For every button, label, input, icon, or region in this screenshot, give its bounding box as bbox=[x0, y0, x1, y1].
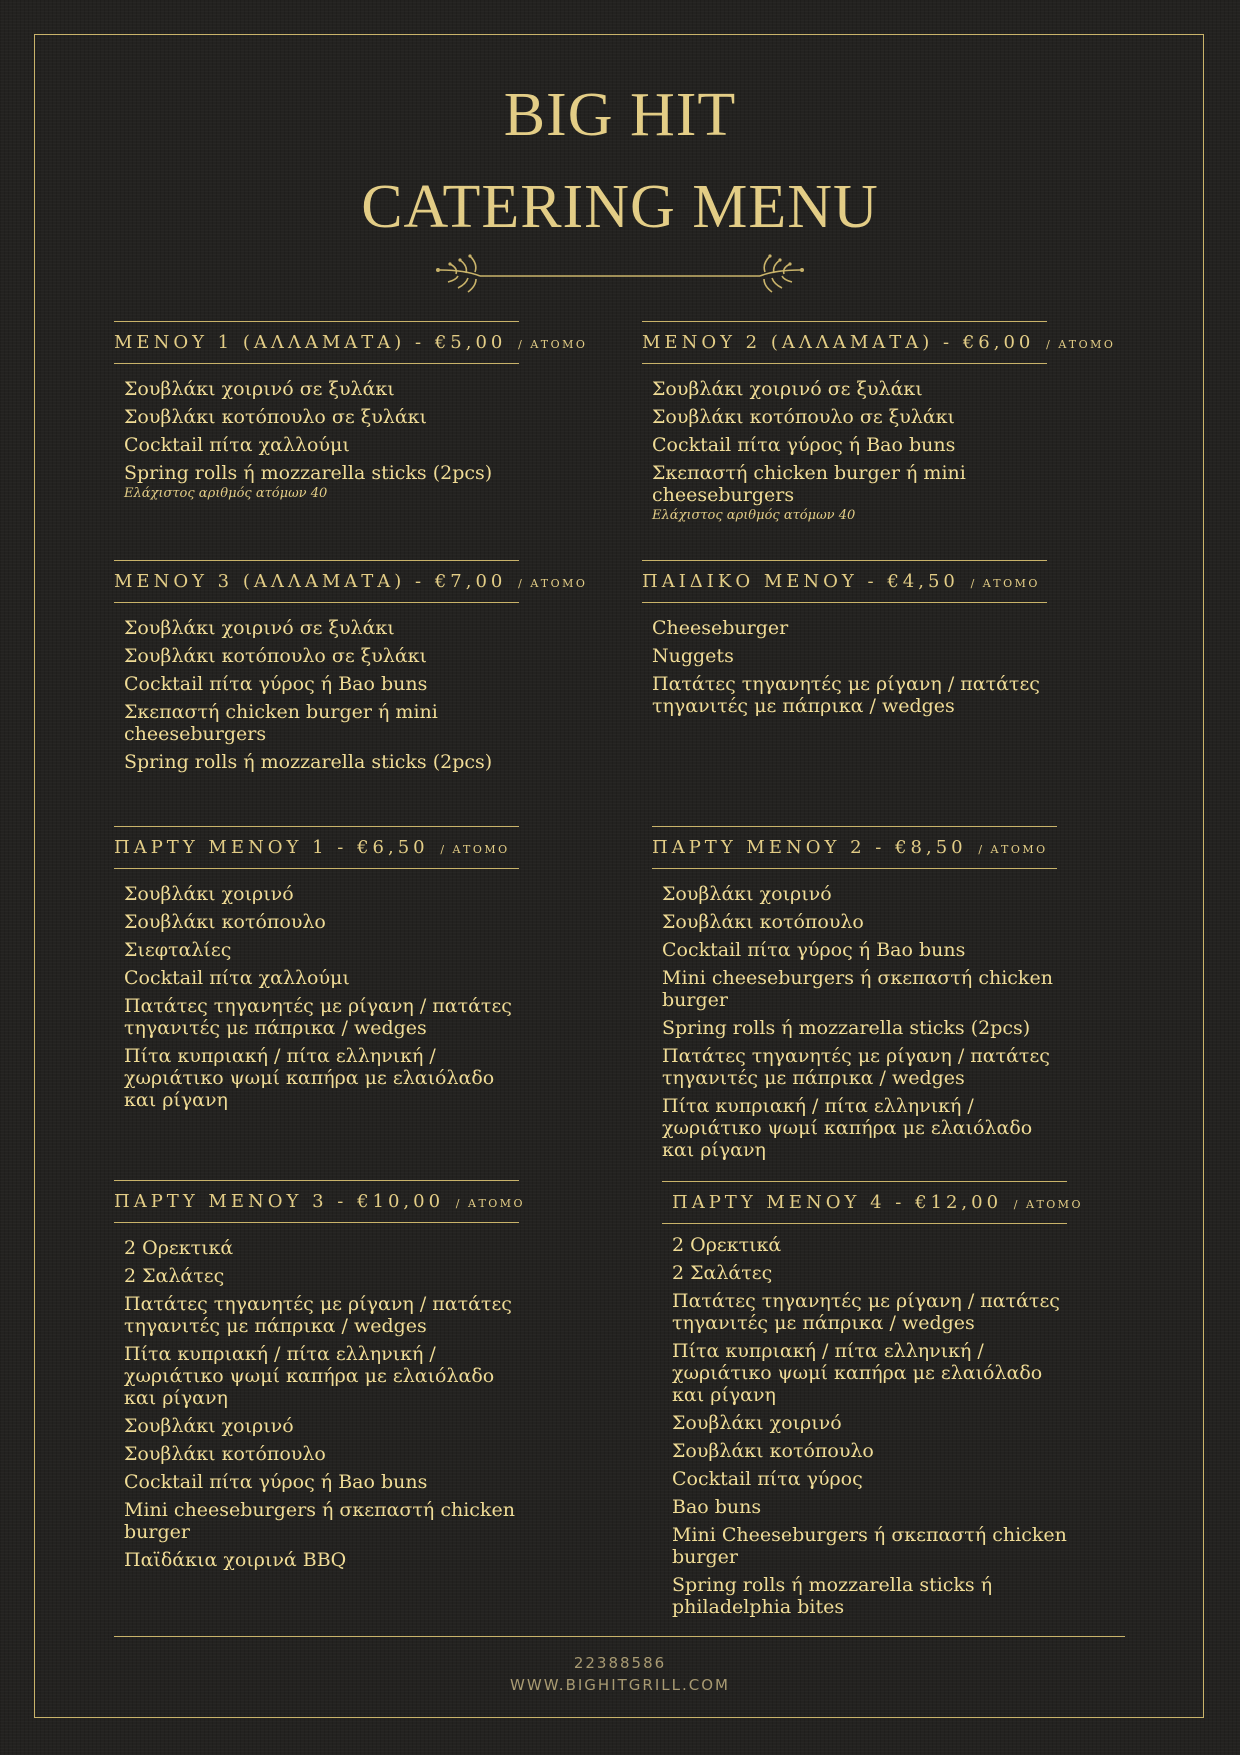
menu-section-party-1 bbox=[114, 826, 519, 1117]
list-item: 2 Σαλάτες bbox=[124, 1265, 225, 1287]
title-line-2: CATERING MENU bbox=[361, 173, 879, 241]
menu-items bbox=[114, 603, 519, 773]
list-item: Σιεφταλίες bbox=[124, 939, 232, 961]
list-item: Σουβλάκι χοιρινό σε ξυλάκι bbox=[124, 617, 395, 639]
menu-title bbox=[114, 827, 519, 868]
list-item: 2 Σαλάτες bbox=[672, 1262, 773, 1284]
minimum-note: Ελάχιστος αριθμός ατόμων 40 bbox=[124, 486, 328, 501]
list-item: Cocktail πίτα γύρος ή Bao buns bbox=[124, 673, 428, 695]
per-person-label: / ΑΤΟΜΟ bbox=[518, 577, 588, 590]
list-item: Mini Cheeseburgers ή σκεπαστή chicken burger bbox=[672, 1524, 1067, 1568]
menu-title-text: ΠΑΡΤΥ ΜΕΝΟΥ 2 - €8,50 bbox=[652, 837, 967, 858]
list-item: Πατάτες τηγανητές με ρίγανη / πατάτες τηγανιτές με πάπρικα / wedges bbox=[652, 673, 1040, 717]
list-item: Cheeseburger bbox=[652, 617, 789, 639]
list-item: Σουβλάκι χοιρινό bbox=[672, 1412, 842, 1434]
menu-items bbox=[114, 364, 519, 484]
menu-items bbox=[662, 1224, 1067, 1618]
menu-title bbox=[114, 322, 588, 363]
menu-title bbox=[642, 561, 1047, 602]
list-item: Spring rolls ή mozzarella sticks ή philadelphia bites bbox=[672, 1574, 993, 1618]
menu-title bbox=[662, 1182, 1084, 1223]
phone-number: 22388586 bbox=[573, 1654, 667, 1672]
list-item: Σουβλάκι κοτόπουλο bbox=[124, 1443, 326, 1465]
footer-divider bbox=[114, 1636, 1125, 1637]
menu-items bbox=[652, 869, 1057, 1161]
list-item: Πατάτες τηγανητές με ρίγανη / πατάτες τηγανιτές με πάπρικα / wedges bbox=[124, 1293, 512, 1337]
list-item: Σουβλάκι χοιρινό σε ξυλάκι bbox=[652, 378, 923, 400]
list-item: Σουβλάκι κοτόπουλο bbox=[662, 911, 864, 933]
menu-title-text: ΠΑΡΤΥ ΜΕΝΟΥ 1 - €6,50 bbox=[114, 837, 429, 858]
laurel-ornament-icon bbox=[420, 248, 820, 304]
list-item: Σουβλάκι χοιρινό bbox=[124, 1415, 294, 1437]
list-item: Πατάτες τηγανητές με ρίγανη / πατάτες τηγανιτές με πάπρικα / wedges bbox=[672, 1290, 1060, 1334]
menu-section-1 bbox=[114, 321, 588, 501]
per-person-label: / ΑΤΟΜΟ bbox=[440, 843, 510, 856]
list-item: Cocktail πίτα γύρος ή Bao buns bbox=[652, 434, 956, 456]
list-item: Cocktail πίτα γύρος ή Bao buns bbox=[124, 1471, 428, 1493]
menu-section-party-3 bbox=[114, 1180, 526, 1577]
menu-section-2 bbox=[642, 321, 1116, 523]
menu-title-text: ΠΑΡΤΥ ΜΕΝΟΥ 3 - €10,00 bbox=[114, 1191, 445, 1212]
list-item: Spring rolls ή mozzarella sticks (2pcs) bbox=[662, 1017, 1031, 1039]
list-item: Cocktail πίτα γύρος bbox=[672, 1468, 863, 1490]
menu-items bbox=[114, 869, 519, 1111]
list-item: Bao buns bbox=[672, 1496, 762, 1518]
list-item: 2 Ορεκτικά bbox=[124, 1237, 234, 1259]
list-item: Σουβλάκι κοτόπουλο σε ξυλάκι bbox=[124, 406, 427, 428]
menu-section-kids bbox=[642, 560, 1047, 723]
list-item: Σουβλάκι κοτόπουλο bbox=[672, 1440, 874, 1462]
list-item: Πίτα κυπριακή / πίτα ελληνική / χωριάτικο ψωμί καπήρα με ελαιόλαδο και ρίγανη bbox=[124, 1343, 495, 1409]
list-item: Cocktail πίτα χαλλούμι bbox=[124, 967, 350, 989]
list-item: Spring rolls ή mozzarella sticks (2pcs) bbox=[124, 462, 493, 484]
list-item: Σκεπαστή chicken burger ή mini cheeseburgers bbox=[652, 462, 966, 506]
list-item: 2 Ορεκτικά bbox=[672, 1234, 782, 1256]
menu-title-text: ΜΕΝΟΥ 1 (ΑΛΛΑΜΑΤΑ) - €5,00 bbox=[114, 332, 507, 353]
per-person-label: / ΑΤΟΜΟ bbox=[1013, 1198, 1084, 1211]
menu-title-text: ΜΕΝΟΥ 2 (ΑΛΛΑΜΑΤΑ) - €6,00 bbox=[642, 332, 1035, 353]
list-item: Cocktail πίτα γύρος ή Bao buns bbox=[662, 939, 966, 961]
list-item: Σκεπαστή chicken burger ή mini cheeseburgers bbox=[124, 701, 438, 745]
list-item: Cocktail πίτα χαλλούμι bbox=[124, 434, 350, 456]
list-item: Πίτα κυπριακή / πίτα ελληνική / χωριάτικο ψωμί καπήρα με ελαιόλαδο και ρίγανη bbox=[672, 1340, 1043, 1406]
list-item: Σουβλάκι κοτόπουλο σε ξυλάκι bbox=[652, 406, 955, 428]
list-item: Πίτα κυπριακή / πίτα ελληνική / χωριάτικο ψωμί καπήρα με ελαιόλαδο και ρίγανη bbox=[124, 1045, 495, 1111]
list-item: Πίτα κυπριακή / πίτα ελληνική / χωριάτικο ψωμί καπήρα με ελαιόλαδο και ρίγανη bbox=[662, 1095, 1033, 1161]
per-person-label: / ΑΤΟΜΟ bbox=[1046, 338, 1116, 351]
menu-section-party-2 bbox=[652, 826, 1057, 1167]
menu-title bbox=[114, 561, 588, 602]
per-person-label: / ΑΤΟΜΟ bbox=[518, 338, 588, 351]
menu-section-3 bbox=[114, 560, 588, 779]
list-item: Nuggets bbox=[652, 645, 734, 667]
title-line-1: BIG HIT bbox=[503, 81, 737, 149]
list-item: Πατάτες τηγανητές με ρίγανη / πατάτες τηγανιτές με πάπρικα / wedges bbox=[662, 1045, 1050, 1089]
list-item: Mini cheeseburgers ή σκεπαστή chicken burger bbox=[124, 1499, 515, 1543]
website-link[interactable]: WWW.BIGHITGRILL.COM bbox=[510, 1676, 730, 1694]
list-item: Σουβλάκι χοιρινό bbox=[662, 883, 832, 905]
per-person-label: / ΑΤΟΜΟ bbox=[455, 1197, 526, 1210]
menu-title-text: ΠΑΙΔΙΚΟ ΜΕΝΟΥ - €4,50 bbox=[642, 571, 959, 592]
menu-title bbox=[114, 1181, 526, 1222]
menu-title bbox=[642, 322, 1116, 363]
list-item: Σουβλάκι χοιρινό σε ξυλάκι bbox=[124, 378, 395, 400]
per-person-label: / ΑΤΟΜΟ bbox=[978, 843, 1048, 856]
menu-items bbox=[642, 364, 1047, 506]
list-item: Σουβλάκι χοιρινό bbox=[124, 883, 294, 905]
minimum-note: Ελάχιστος αριθμός ατόμων 40 bbox=[652, 508, 856, 523]
menu-title-text: ΜΕΝΟΥ 3 (ΑΛΛΑΜΑΤΑ) - €7,00 bbox=[114, 571, 507, 592]
list-item: Παϊδάκια χοιρινά BBQ bbox=[124, 1549, 347, 1571]
list-item: Σουβλάκι κοτόπουλο σε ξυλάκι bbox=[124, 645, 427, 667]
list-item: Spring rolls ή mozzarella sticks (2pcs) bbox=[124, 751, 493, 773]
list-item: Πατάτες τηγανητές με ρίγανη / πατάτες τηγανιτές με πάπρικα / wedges bbox=[124, 995, 512, 1039]
menu-items bbox=[114, 1223, 519, 1571]
menu-items bbox=[642, 603, 1047, 717]
menu-section-party-4 bbox=[662, 1181, 1084, 1624]
menu-title bbox=[652, 827, 1057, 868]
list-item: Mini cheeseburgers ή σκεπαστή chicken burger bbox=[662, 967, 1053, 1011]
list-item: Σουβλάκι κοτόπουλο bbox=[124, 911, 326, 933]
menu-title-text: ΠΑΡΤΥ ΜΕΝΟΥ 4 - €12,00 bbox=[672, 1192, 1003, 1213]
per-person-label: / ΑΤΟΜΟ bbox=[970, 577, 1040, 590]
